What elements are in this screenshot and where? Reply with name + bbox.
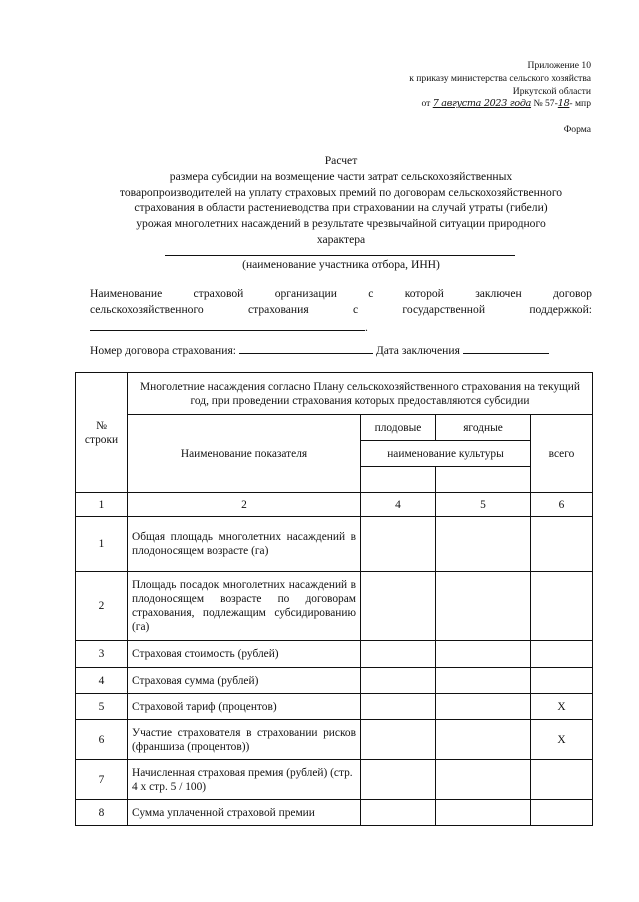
insurer-word: заключен [475, 287, 522, 300]
berry-value-cell[interactable] [436, 641, 531, 668]
fruit-value-cell[interactable] [361, 668, 436, 694]
appendix-header [271, 60, 591, 111]
order-reference: к приказу министерства сельского хозяйства [409, 72, 591, 84]
fruit-value-cell[interactable] [361, 517, 436, 572]
title-line: размера субсидии на возмещение части затрат сельскохозяйственных [169, 169, 513, 183]
insurer-line-3 [90, 318, 592, 336]
fruit-crops-header: плодовые [361, 415, 436, 441]
indicator-name: Страховая сумма (рублей) [128, 668, 361, 694]
indicator-name: Участие страхователя в страховании рисков (франшиза (процентов)) [128, 720, 361, 760]
fruit-value-cell[interactable] [361, 720, 436, 760]
insurer-word: поддержкой: [529, 303, 592, 316]
indicator-name: Страховая стоимость (рублей) [128, 641, 361, 668]
title-line: товаропроизводителей на уплату страховых премий по договорам сельскохозяйственного [119, 185, 563, 199]
insurer-period: . [365, 321, 368, 334]
table-row [76, 760, 593, 800]
document-title [90, 153, 592, 248]
table-row [76, 668, 593, 694]
row-number: 7 [76, 760, 128, 800]
insurer-word: Наименование [90, 287, 163, 300]
indicator-name: Сумма уплаченной страховой премии [128, 800, 361, 826]
row-number: 8 [76, 800, 128, 826]
insurer-word: страхования [248, 303, 309, 316]
row-number: 3 [76, 641, 128, 668]
culture-name-header: наименование культуры [361, 441, 531, 467]
berry-culture-cell[interactable] [436, 467, 531, 493]
insurer-fill-line[interactable] [90, 318, 365, 331]
number-suffix: - мпр [569, 98, 591, 110]
handwritten-number: 18 [557, 98, 570, 110]
indicator-name: Страховой тариф (процентов) [128, 694, 361, 720]
row-number: 6 [76, 720, 128, 760]
total-value-cell[interactable] [531, 572, 593, 641]
column-number: 6 [531, 493, 593, 517]
indicator-name: Площадь посадок многолетних насаждений в плодоносящем возрасте по договорам страхования, подлежащим субсидированию (га) [128, 572, 361, 641]
participant-fill-line[interactable] [165, 255, 515, 256]
title-line: характера [316, 232, 366, 246]
column-number: 5 [436, 493, 531, 517]
row-number: 2 [76, 572, 128, 641]
form-label: Форма [563, 124, 591, 135]
table-row [76, 572, 593, 641]
insurer-word: организации [274, 287, 337, 300]
insurer-paragraph [90, 286, 592, 336]
berry-value-cell[interactable] [436, 760, 531, 800]
insurer-word: сельскохозяйственного [90, 303, 204, 316]
number-prefix: № 57- [533, 98, 558, 110]
order-date-number [271, 98, 591, 111]
total-header: всего [531, 415, 593, 493]
berry-value-cell[interactable] [436, 800, 531, 826]
table-row [76, 641, 593, 668]
row-number: 5 [76, 694, 128, 720]
appendix-label: Приложение 10 [527, 60, 591, 71]
berry-value-cell[interactable] [436, 720, 531, 760]
participant-caption: (наименование участника отбора, ИНН) [242, 258, 440, 271]
total-value-cell[interactable] [531, 641, 593, 668]
table-row [76, 517, 593, 572]
insurer-line-1 [90, 286, 592, 302]
contract-date-field[interactable] [463, 342, 549, 354]
row-number: 4 [76, 668, 128, 694]
total-value-cell: X [531, 694, 593, 720]
insurer-line-2 [90, 302, 592, 318]
row-number-header: № строки [76, 373, 128, 493]
crops-group-header: Многолетние насаждения согласно Плану сельскохозяйственного страхования на текущий год, при проведении страхования которых предоставляются субсидии [128, 373, 593, 415]
column-number: 1 [76, 493, 128, 517]
insurer-word: договор [553, 287, 592, 300]
berry-crops-header: ягодные [436, 415, 531, 441]
date-prefix: от [421, 98, 431, 110]
contract-date-label: Дата заключения [375, 344, 460, 357]
total-value-cell[interactable] [531, 760, 593, 800]
total-value-cell[interactable] [531, 668, 593, 694]
fruit-value-cell[interactable] [361, 572, 436, 641]
fruit-culture-cell[interactable] [361, 467, 436, 493]
title-line: Расчет [324, 154, 358, 167]
insurer-word: с [368, 287, 374, 300]
column-number: 4 [361, 493, 436, 517]
insurer-word: страховой [193, 287, 244, 300]
total-value-cell[interactable] [531, 517, 593, 572]
indicator-name: Начисленная страховая премия (рублей) (стр. 4 х стр. 5 / 100) [128, 760, 361, 800]
contract-line [90, 342, 592, 357]
fruit-value-cell[interactable] [361, 641, 436, 668]
calculation-table [75, 372, 593, 826]
total-value-cell[interactable] [531, 800, 593, 826]
berry-value-cell[interactable] [436, 517, 531, 572]
insurer-word: которой [404, 287, 444, 300]
berry-value-cell[interactable] [436, 572, 531, 641]
region-name: Иркутской области [512, 85, 591, 97]
contract-number-label: Номер договора страхования: [90, 344, 236, 357]
table-row [76, 694, 593, 720]
table-row [76, 720, 593, 760]
fruit-value-cell[interactable] [361, 800, 436, 826]
berry-value-cell[interactable] [436, 694, 531, 720]
column-number: 2 [128, 493, 361, 517]
row-number: 1 [76, 517, 128, 572]
insurer-word: с [352, 303, 359, 316]
handwritten-date: 7 августа 2023 года [432, 98, 532, 110]
title-line: урожая многолетних насаждений в результате чрезвычайной ситуации природного [136, 217, 546, 231]
title-line: страхования в области растениеводства при страховании на случай утраты (гибели) [134, 201, 548, 215]
fruit-value-cell[interactable] [361, 760, 436, 800]
insurer-word: государственной [402, 303, 486, 316]
indicator-name-header: Наименование показателя [128, 415, 361, 493]
contract-number-field[interactable] [239, 342, 373, 354]
indicator-name: Общая площадь многолетних насаждений в плодоносящем возрасте (га) [128, 517, 361, 572]
fruit-value-cell[interactable] [361, 694, 436, 720]
berry-value-cell[interactable] [436, 668, 531, 694]
total-value-cell: X [531, 720, 593, 760]
table-row [76, 800, 593, 826]
